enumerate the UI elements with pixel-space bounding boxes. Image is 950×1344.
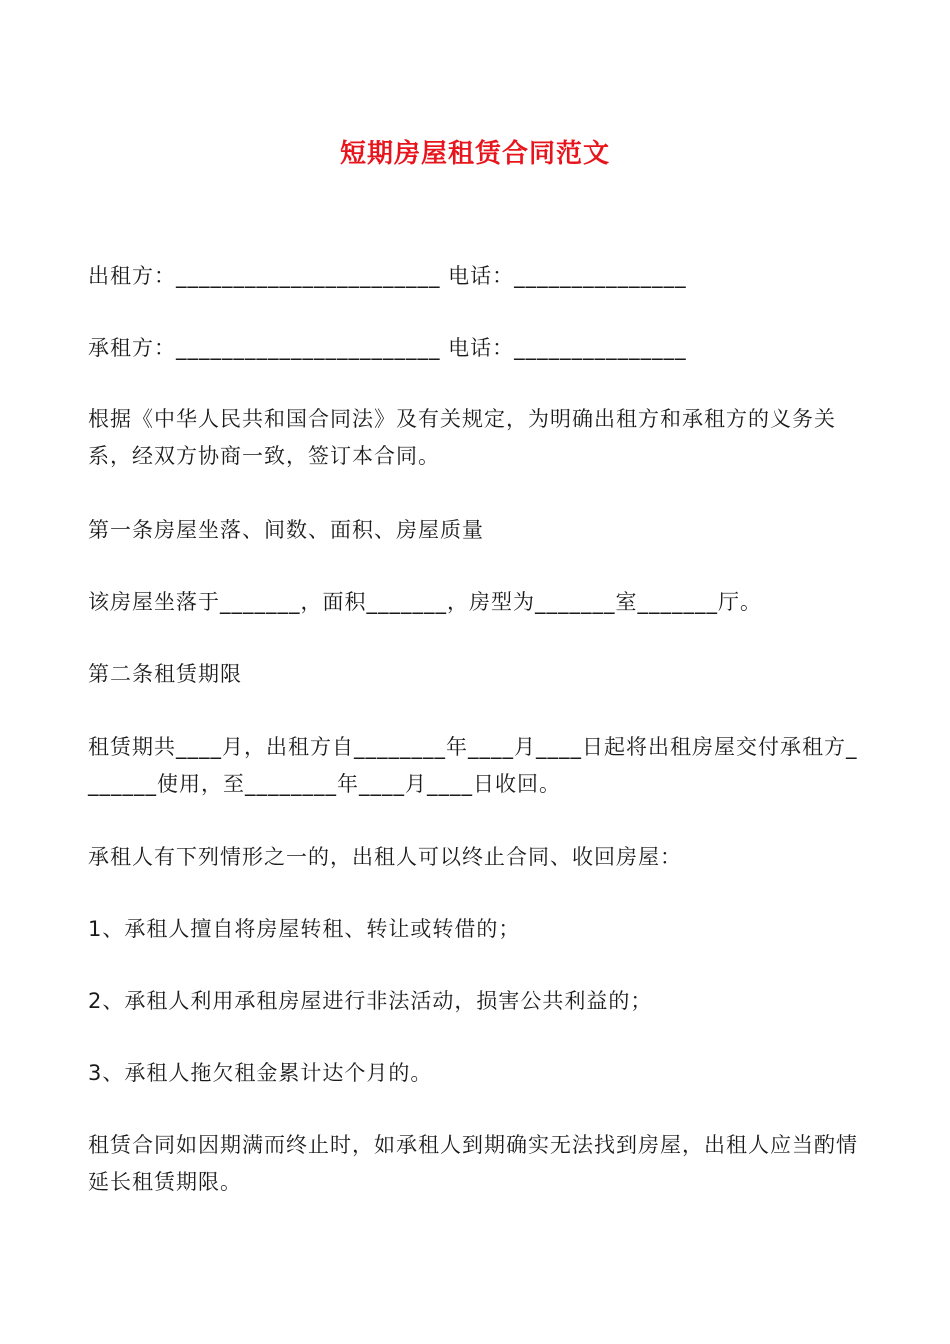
article2-heading: 第二条租赁期限 — [88, 662, 242, 686]
termination-item-3: 3、承租人拖欠租金累计达个月的。 — [88, 1061, 433, 1085]
termination-item-2: 2、承租人利用承租房屋进行非法活动，损害公共利益的； — [88, 989, 653, 1013]
article2-term-line1: 租赁期共____月，出租方自________年____月____日起将出租房屋交付承租方_ — [88, 735, 858, 759]
document-title: 短期房屋租赁合同范文 — [339, 139, 610, 169]
article2-term-line2: ______使用，至________年____月____日收回。 — [88, 772, 561, 796]
lessor-line: 出租方：_______________________ 电话：_______________ — [88, 264, 687, 288]
article1-body: 该房屋坐落于_______，面积_______，房型为_______室_______厅。 — [88, 590, 762, 614]
article1-heading: 第一条房屋坐落、间数、面积、房屋质量 — [88, 518, 484, 542]
extension-clause: 租赁合同如因期满而终止时，如承租人到期确实无法找到房屋，出租人应当酌情延长租赁期限。 — [88, 1133, 858, 1194]
termination-item-1: 1、承租人擅自将房屋转租、转让或转借的； — [88, 917, 521, 941]
lessee-line: 承租方：_______________________ 电话：_______________ — [88, 336, 687, 360]
termination-intro: 承租人有下列情形之一的，出租人可以终止合同、收回房屋： — [88, 845, 682, 869]
preamble-paragraph: 根据《中华人民共和国合同法》及有关规定，为明确出租方和承租方的义务关系，经双方协商一致，签订本合同。 — [88, 407, 836, 468]
